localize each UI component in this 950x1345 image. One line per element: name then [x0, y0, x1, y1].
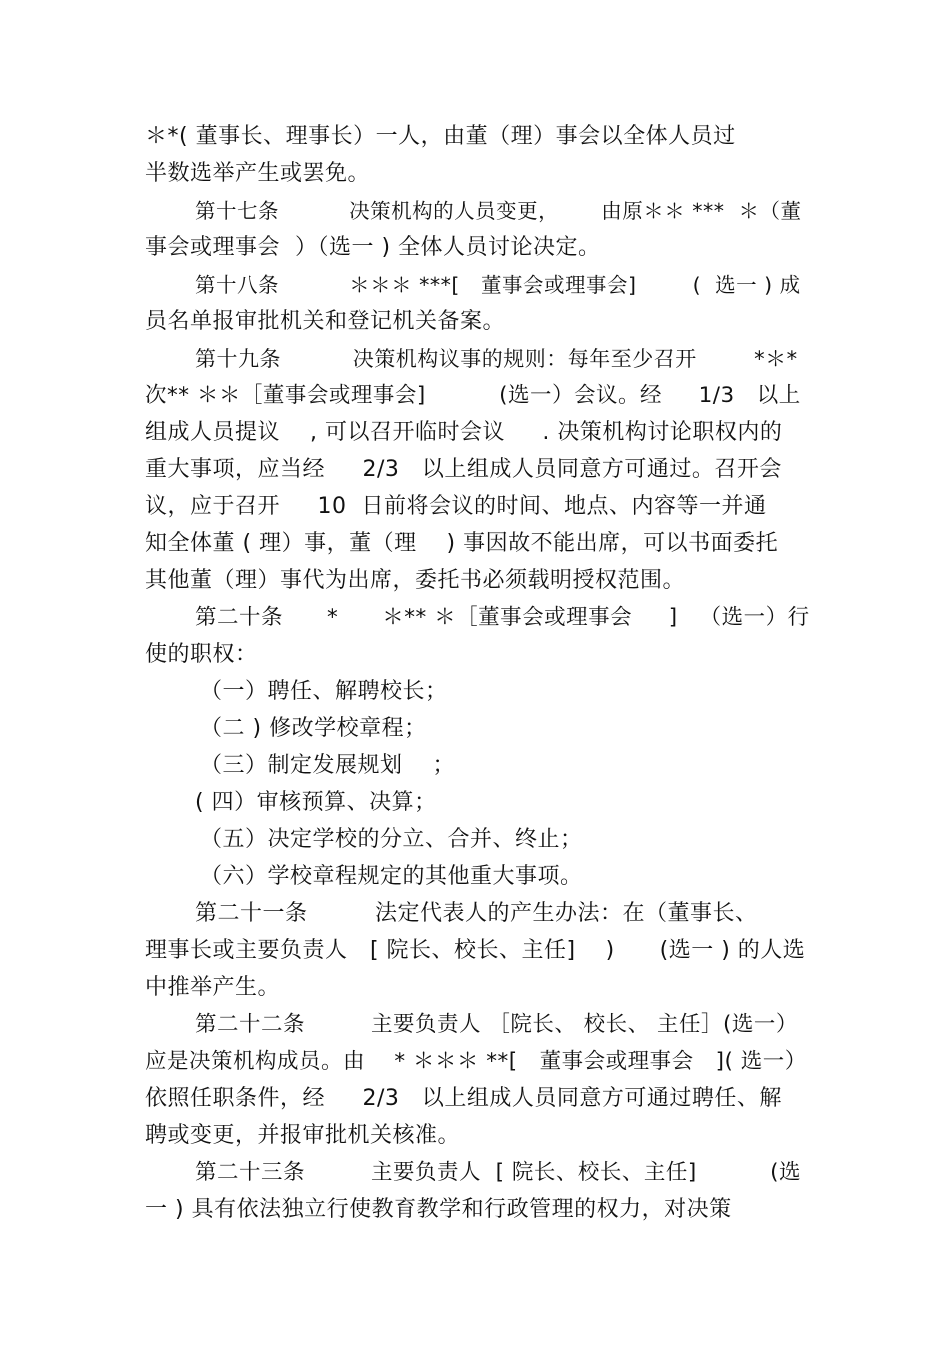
article-22-heading-line: 第二十二条 主要负责人 ［院长、 校长、 主任］(选一） — [195, 1012, 798, 1037]
text-line: 使的职权： — [145, 642, 258, 667]
list-item: （三）制定发展规划 ； — [200, 753, 455, 778]
text-line: 中推举产生。 — [145, 975, 281, 1000]
text-line: 一 ) 具有依法独立行使教育教学和行政管理的权力，对决策 — [145, 1197, 732, 1222]
text-line: 应是决策机构成员。由 * ＊＊＊ **[ 董事会或理事会 ]( 选一） — [145, 1049, 807, 1074]
article-23-heading-line: 第二十三条 主要负责人 [ 院长、校长、主任] (选 — [195, 1160, 802, 1185]
list-item: （二 ) 修改学校章程； — [200, 716, 427, 741]
text-line: 其他董（理）事代为出席，委托书必须载明授权范围。 — [145, 568, 686, 593]
text-line: 次** ＊＊［董事会或理事会] (选一）会议。经 1/3 以上 — [145, 383, 801, 408]
article-18-heading-line: 第十八条 ＊＊＊ ***[ 董事会或理事会] ( 选一 ) 成 — [195, 273, 801, 297]
article-20-heading-line: 第二十条 * ＊** ＊［董事会或理事会 ] （选一）行 — [195, 605, 810, 630]
text-line: 理事长或主要负责人 [ 院长、校长、主任] ) (选一 ) 的人选 — [145, 938, 806, 963]
text-line: ＊*( 董事长、理事长）一人，由董（理）事会以全体人员过 — [145, 124, 736, 149]
text-line: 组成人员提议 , 可以召开临时会议 . 决策机构讨论职权内的 — [145, 420, 783, 445]
text-line: 员名单报审批机关和登记机关备案。 — [145, 309, 506, 334]
text-line: 事会或理事会 ）（选一 ) 全体人员讨论决定。 — [145, 235, 601, 260]
text-line: 依照任职条件，经 2/3 以上组成人员同意方可通过聘任、解 — [145, 1086, 782, 1111]
article-17-heading-line: 第十七条 决策机构的人员变更， 由原＊＊ *** ＊（董 — [195, 199, 802, 223]
text-line: 半数选举产生或罢免。 — [145, 161, 371, 186]
list-item: ( 四）审核预算、决算； — [195, 790, 437, 815]
list-item: （五）决定学校的分立、合并、终止； — [200, 827, 583, 852]
text-line: 知全体董 ( 理）事，董（理 ) 事因故不能出席，可以书面委托 — [145, 531, 779, 556]
text-line: 重大事项，应当经 2/3 以上组成人员同意方可通过。召开会 — [145, 457, 782, 482]
list-item: （六）学校章程规定的其他重大事项。 — [200, 864, 583, 889]
list-item: （一）聘任、解聘校长； — [200, 679, 448, 704]
text-line: 议，应于召开 10 日前将会议的时间、地点、内容等一并通 — [145, 494, 767, 519]
article-21-heading-line: 第二十一条 法定代表人的产生办法：在（董事长、 — [195, 901, 758, 926]
text-line: 聘或变更，并报审批机关核准。 — [145, 1123, 461, 1148]
article-19-heading-line: 第十九条 决策机构议事的规则：每年至少召开 *＊* — [195, 347, 798, 371]
